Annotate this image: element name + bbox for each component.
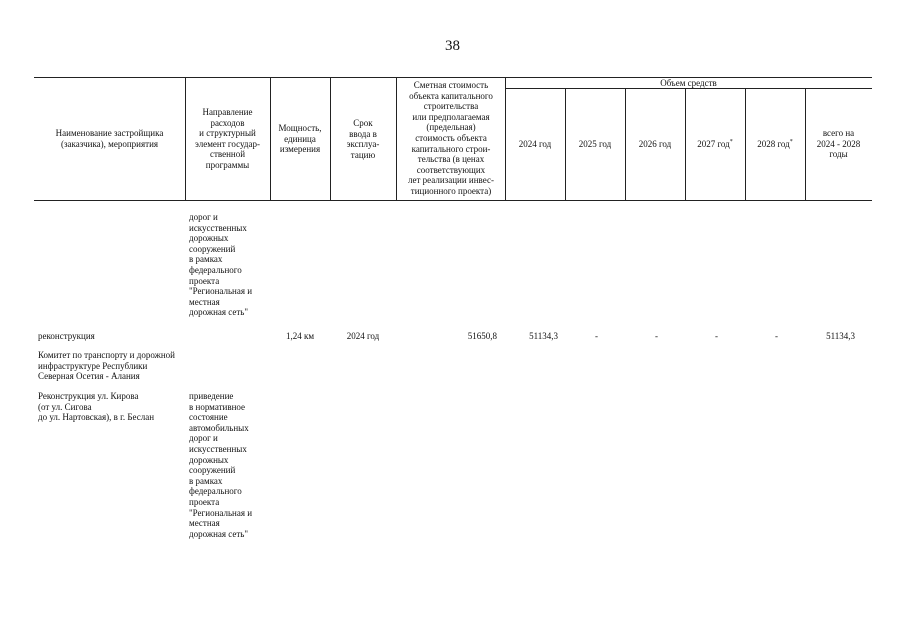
header-direction: Направление расходов и структурный элемент государ- ственной программы [195, 107, 260, 170]
year-2027-label: 2027 год [697, 139, 730, 149]
reconstruction-capacity: 1,24 км [285, 331, 315, 341]
kirova-name: Реконструкция ул. Кирова (от ул. Сигова до ул. Нартовская), в г. Беслан [38, 391, 155, 423]
reconstruction-2024: 51134,3 [529, 331, 558, 341]
reconstruction-term: 2024 год [346, 331, 380, 341]
reconstruction-2025: - [595, 331, 598, 341]
year-2028-label: 2028 год [757, 139, 790, 149]
reconstruction-cost: 51650,8 [467, 331, 497, 341]
footnote-mark: * [729, 139, 733, 145]
header-volume: Объем средств [660, 78, 717, 88]
footnote-mark: * [789, 139, 793, 145]
header-cost: Сметная стоимость объекта капитального строительства или предполагаемая (предельная) стоимость объекта капитального строи- тельства (в ценах соответствующих лет реализации инвес- тиционного проекта) [408, 80, 494, 196]
committee-name: Комитет по транспорту и дорожной инфраструктуре Республики Северная Осетия - Алания [38, 350, 175, 382]
reconstruction-2028: - [775, 331, 778, 341]
reconstruction-name: реконструкция [38, 331, 95, 341]
header-term: Срок ввода в эксплуа- тацию [346, 118, 380, 160]
header-name: Наименование застройщика (заказчика), мероприятия [55, 128, 164, 149]
reconstruction-2027: - [715, 331, 718, 341]
header-total: всего на 2024 - 2028 годы [816, 128, 861, 160]
header-year-2028 [745, 139, 805, 150]
header-year-2027 [685, 139, 745, 150]
continuation-direction: дорог и искусственных дорожных сооружений в рамках федерального проекта "Региональная и местная дорожная сеть" [189, 212, 253, 318]
kirova-direction: приведение в нормативное состояние автомобильных дорог и искусственных дорожных сооружений в рамках федерального проекта "Региональная и местная дорожная сеть" [189, 391, 253, 539]
header-year-2026: 2026 год [638, 139, 672, 149]
header-capacity: Мощность, единица измерения [278, 123, 322, 155]
table-header-bottom-border [34, 200, 872, 201]
reconstruction-2026: - [655, 331, 658, 341]
page-number: 38 [445, 38, 460, 54]
header-year-2025: 2025 год [578, 139, 612, 149]
reconstruction-total: 51134,3 [826, 331, 855, 341]
header-year-2024: 2024 год [518, 139, 552, 149]
